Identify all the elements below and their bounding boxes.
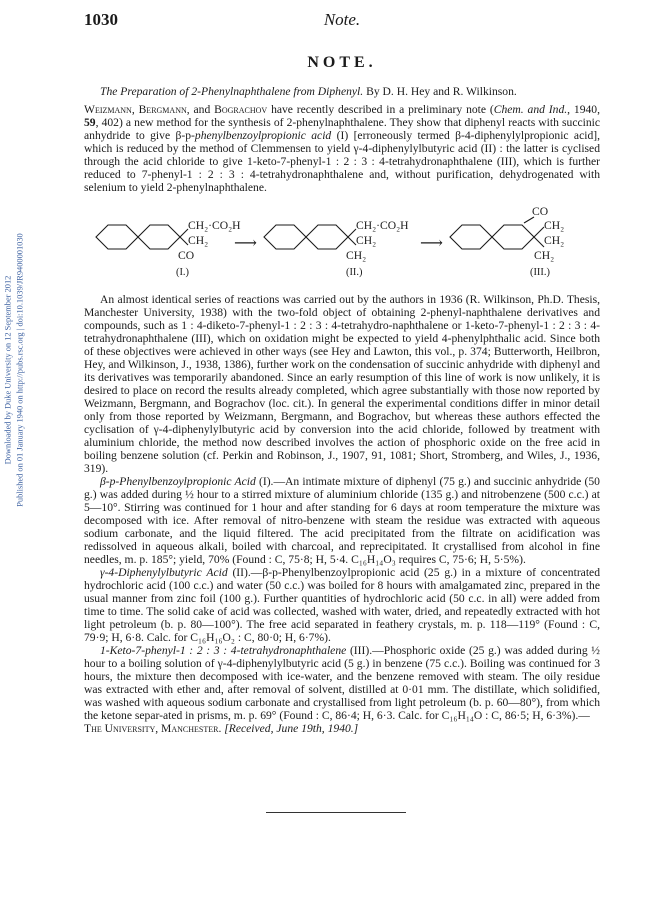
end-rule bbox=[266, 812, 406, 813]
cpd1-label: (I.) bbox=[176, 267, 189, 278]
title-text: The Preparation of 2-Phenylnaphthalene from Diphenyl. bbox=[100, 85, 364, 98]
running-head bbox=[84, 4, 600, 38]
byline: By D. H. Hey and R. Wilkinson. bbox=[366, 85, 517, 98]
exp2-heading: γ-4-Diphenylylbutyric Acid bbox=[100, 566, 228, 579]
reaction-scheme bbox=[84, 207, 600, 293]
cpd1-group3: CO bbox=[178, 249, 195, 262]
benzene-ring-3b bbox=[492, 225, 534, 249]
page-number: 1030 bbox=[84, 10, 118, 29]
reaction-arrow-2: ⟶ bbox=[420, 235, 443, 252]
discussion-paragraph: An almost identical series of reactions was carried out by the authors in 1936 (R. Wilkinson, Ph.D. Thesis, Manchester University, 1938) with the two-fold object of obtaining 2-phenyl-naphthalene derivatives and compounds, such as 1 : 4-diketo-7-phenyl-1 : 2 : 3 : 4-tetrahydro-naphthalene or 1-keto-7-phenyl-1 : 2 : 3 : 4-tetrahydronaphthalene (III), which on oxidation might be expected to yield 4-phenylphthalic acid. Since both of these objectives were achieved in other ways (see Hey and Lawton, this vol., p. 374; Butterworth, Heilbron, Hey, and Wilkinson, J., 1938, 1386), further work on the condensation of succinic anhydride with diphenyl and its derivatives was temporarily abandoned. Since an early resumption of this line of work is now unlikely, it is desired to place on record the results already completed, which agree substantially with those now reported by Weizmann, Bergmann, and Bograchov (loc. cit.). In general the experimental conditions differ in minor detail only from those reported by Weizmann, Bergmann, and Bograchov, but whereas these authors effected the cyclisation of γ-4-diphenylylbutyric acid by conversion into the acid chloride, followed by treatment with aluminium chloride, the method now described involves the action of phosphoric oxide on the free acid in boiling benzene solution (cf. Perkin and Robinson, J., 1907, 91, 1081; Short, Stromberg, and Wiles, J., 1936, 319). bbox=[84, 293, 600, 475]
intro-text3: , 402) a new method for the synthesis of 2-phenylnaphthalene. They show that diphenyl reacts with succinic anhydride to give β-p- bbox=[84, 116, 600, 142]
reaction-arrow-1: ⟶ bbox=[234, 235, 257, 252]
intro-cite-vol: 59 bbox=[84, 116, 96, 129]
intro-paragraph bbox=[84, 103, 600, 194]
cpd2-group1: CH₂·CO₂H bbox=[356, 219, 409, 232]
doi-link[interactable]: Published on 01 January 1940 on http://pubs.rsc.org | doi:10.1039/JR9400001030 bbox=[15, 233, 25, 507]
exp3-heading: 1-Keto-7-phenyl-1 : 2 : 3 : 4-tetrahydronaphthalene bbox=[100, 644, 347, 657]
cpd3-group3: CH₂ bbox=[534, 249, 555, 262]
intro-text4: (I) [erroneously termed β-4-diphenylylpropionic acid], which is reduced by the method of Clemmensen to yield γ-4-diphenylylbutyric acid (II) : the latter is cyclised through the acid chloride to give 1-keto-7-phenyl-1 : 2 : 3 : 4-tetrahydronaphthalene (III), which is further reduced to 7-phenyl-1 : 2 : 3 : 4-tetrahydronaphthalene and, without purification, dehydrogenated with selenium to yield 2-phenylnaphthalene. bbox=[84, 129, 601, 194]
benzene-ring-1b bbox=[138, 225, 180, 249]
download-note: Downloaded by Duke University on 12 September 2012 bbox=[3, 275, 13, 465]
benzene-ring-2a bbox=[264, 225, 306, 249]
exp2-body: (II).—β-p-Phenylbenzoylpropionic acid (25 g.) in a mixture of concentrated hydrochloric acid (100 c.c.) and water (50 c.c.) was boiled for 8 hours with amalgamated zinc, prepared in the usual manner from zinc foil (100 g.). Further quantities of hydrochloric acid (50 c.c. in all) were added from time to time. The solid cake of acid was collected, washed with water, dried, and repeatedly extracted with hot light petroleum (b. p. 80—100°). The free acid separated in feathery crystals, m. p. 118—119° (Found : C, 79·9; H, 6·8. Calc. for C₁₆H₁₆O₂ : C, 80·0; H, 6·7%). bbox=[84, 566, 600, 644]
exp1-heading: β-p-Phenylbenzoylpropionic Acid bbox=[100, 475, 256, 488]
intro-and: and bbox=[193, 103, 211, 116]
margin-note[interactable] bbox=[0, 180, 30, 560]
cpd3-group1: CH₂ bbox=[544, 219, 565, 232]
intro-author3: Bograchov bbox=[214, 103, 268, 116]
affiliation: The University, Manchester. bbox=[84, 722, 222, 735]
cpd1-group2: CH₂ bbox=[188, 234, 209, 247]
benzene-ring-2b bbox=[306, 225, 348, 249]
intro-cite: Chem. and Ind. bbox=[493, 103, 568, 116]
experimental-paragraph-2 bbox=[84, 566, 600, 644]
section-heading: NOTE. bbox=[307, 54, 377, 71]
benzene-ring-1a bbox=[96, 225, 138, 249]
cpd2-label: (II.) bbox=[346, 267, 363, 278]
exp1-body: (I).—An intimate mixture of diphenyl (75 g.) and succinic anhydride (50 g.) was added during ½ hour to a stirred mixture of aluminium chloride (135 g.) and nitrobenzene (500 c.c.) at 5—10°. Stirring was continued for 1 hour and after standing for 6 days at room temperature the mixture was decomposed with ice. After removal of nitro-benzene with steam the residue was extracted with aqueous sodium carbonate, and the liquid filtered. The acid precipitated from the filtrate on acidification was redissolved in aqueous alkali, boiled with charcoal, and reprecipitated. It crystallised from alcohol in fine needles, m. p. 185°; yield, 70% (Found : C, 75·8; H, 5·4. C₁₆H₁₄O₃ requires C, 75·6; H, 5·5%). bbox=[84, 475, 600, 566]
experimental-paragraph-1 bbox=[84, 475, 600, 566]
intro-text2: , 1940, bbox=[567, 103, 600, 116]
benzene-ring-3a bbox=[450, 225, 492, 249]
received-date: [Received, June 19th, 1940.] bbox=[224, 722, 359, 735]
intro-acid1: phenylbenzoylpropionic acid bbox=[194, 129, 332, 142]
cpd3-group0: CO bbox=[532, 205, 549, 218]
cpd2-group2: CH₂ bbox=[356, 234, 377, 247]
reaction-scheme-drawing bbox=[84, 207, 600, 293]
cpd3-group2: CH₂ bbox=[544, 234, 565, 247]
cpd3-label: (III.) bbox=[530, 267, 550, 278]
cpd2-group3: CH₂ bbox=[346, 249, 367, 262]
intro-text1: have recently described in a preliminary note ( bbox=[271, 103, 494, 116]
article-title bbox=[84, 84, 600, 100]
affiliation-line bbox=[84, 722, 600, 735]
experimental-paragraph-3 bbox=[84, 644, 600, 722]
running-title: Note. bbox=[323, 10, 361, 29]
intro-authors: Weizmann, Bergmann, bbox=[84, 103, 190, 116]
cpd1-group1: CH₂·CO₂H bbox=[188, 219, 241, 232]
main-text bbox=[84, 293, 600, 735]
exp3-body: (III).—Phosphoric oxide (25 g.) was added during ½ hour to a boiling solution of γ-4-diphenylylbutyric acid (5 g.) in benzene (75 c.c.). Boiling was continued for 3 hours, the mixture then decomposed with ice-water, and the benzene removed with steam. The oily residue was extracted with ether and, after removal of solvent, distilled at 0·01 mm. The distillate, which solidified, was washed with aqueous sodium carbonate and crystallised from light petroleum (b. p. 60—80°), from which the ketone separ-ated in prisms, m. p. 69° (Found : C, 86·4; H, 6·3. Calc. for C₁₆H₁₄O : C, 86·5; H, 6·3%).— bbox=[84, 644, 600, 722]
